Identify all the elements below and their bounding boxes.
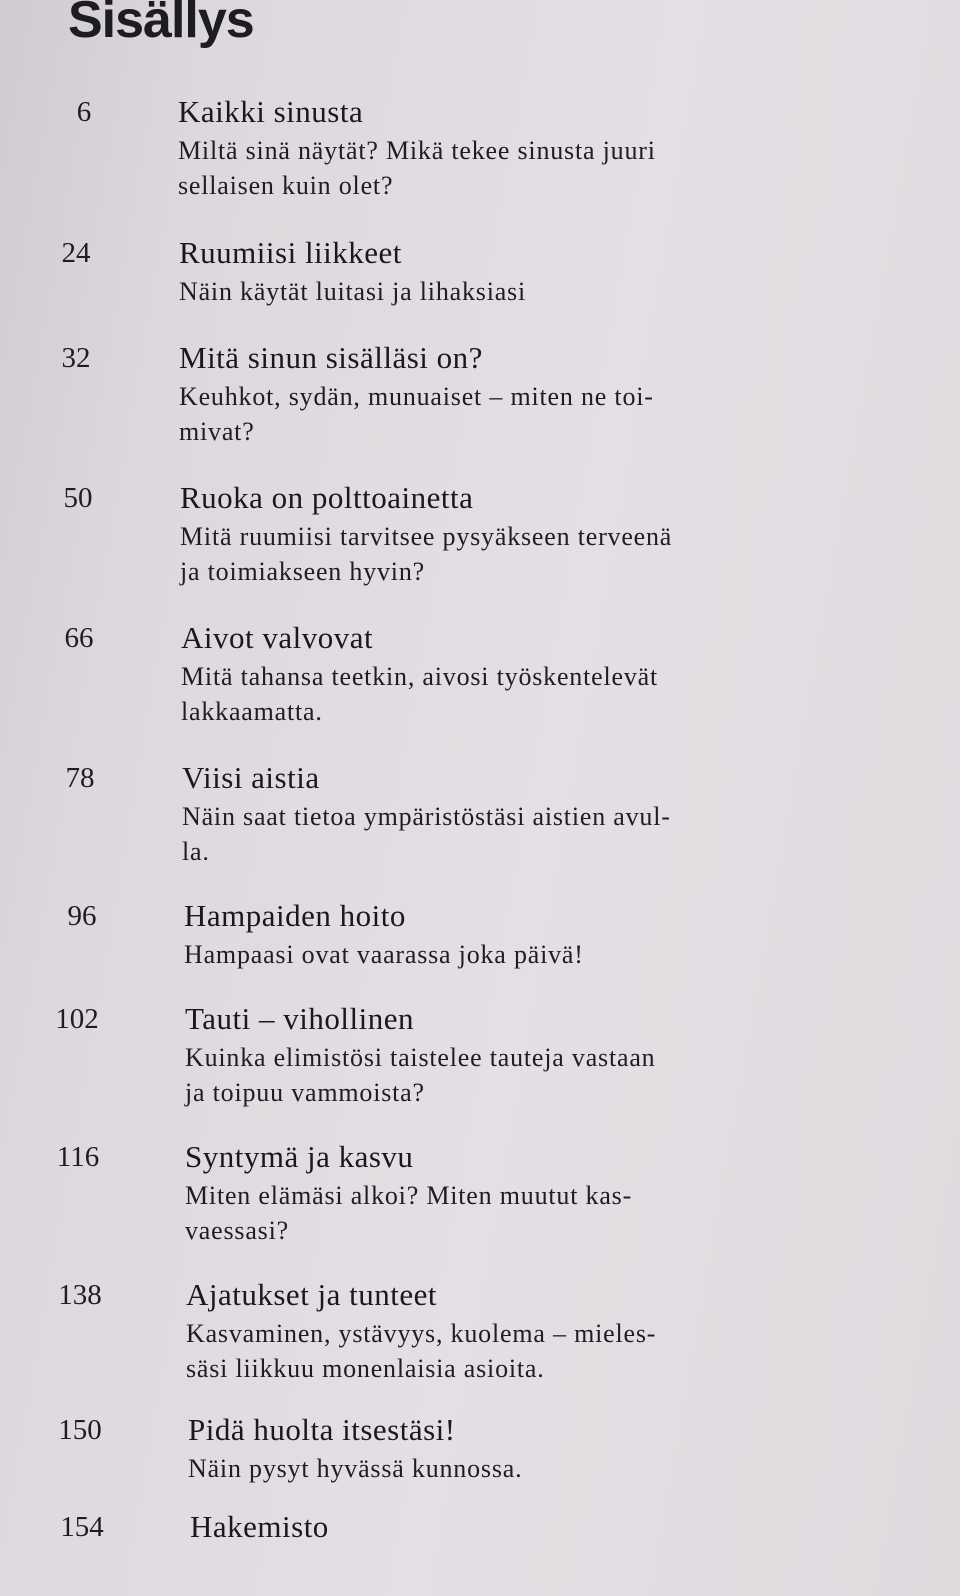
toc-chapter-title: Ajatukset ja tunteet — [186, 1277, 438, 1312]
toc-chapter-title: Tauti – vihollinen — [185, 1001, 414, 1036]
toc-chapter-description — [185, 1040, 765, 1110]
page-title: Sisällys — [68, 0, 254, 49]
toc-page-number: 50 — [63, 482, 93, 514]
toc-description-line: Näin käytät luitasi ja lihaksiasi — [179, 277, 526, 306]
toc-chapter-title: Kaikki sinusta — [178, 94, 364, 129]
toc-page-number: 24 — [61, 237, 91, 269]
toc-chapter-title: Mitä sinun sisälläsi on? — [179, 340, 483, 375]
toc-chapter-description — [178, 133, 758, 203]
toc-page-number: 66 — [64, 622, 94, 654]
toc-description-line: Mitä ruumiisi tarvitsee pysyäkseen terveenä — [180, 522, 673, 551]
toc-chapter-title: Pidä huolta itsestäsi! — [188, 1412, 456, 1447]
toc-chapter-title: Ruumiisi liikkeet — [179, 235, 402, 270]
toc-page-number: 6 — [76, 96, 92, 128]
toc-description-line: Näin saat tietoa ympäristöstäsi aistien avul- — [182, 802, 671, 831]
toc-chapter-title: Hakemisto — [190, 1509, 329, 1544]
toc-description-line: Miltä sinä näytät? Mikä tekee sinusta juuri — [178, 136, 656, 165]
toc-chapter-description — [186, 1316, 766, 1386]
toc-page-number: 78 — [65, 762, 95, 794]
toc-chapter-description — [181, 659, 761, 729]
toc-description-line: sellaisen kuin olet? — [178, 171, 394, 200]
toc-chapter-description — [179, 274, 759, 309]
toc-chapter-description — [185, 1178, 765, 1248]
toc-page-number: 96 — [67, 900, 97, 932]
toc-description-line: ja toimiakseen hyvin? — [180, 557, 425, 586]
toc-page-number: 116 — [56, 1141, 100, 1173]
toc-page-number: 154 — [60, 1511, 104, 1543]
toc-description-line: ja toipuu vammoista? — [185, 1078, 425, 1107]
toc-description-line: Keuhkot, sydän, munuaiset – miten ne toi- — [179, 382, 654, 411]
toc-chapter-description — [184, 937, 764, 972]
toc-description-line: Kasvaminen, ystävyys, kuolema – mieles- — [186, 1319, 657, 1348]
toc-chapter-description — [180, 519, 760, 589]
toc-description-line: la. — [182, 837, 210, 866]
toc-page-number: 138 — [58, 1279, 102, 1311]
toc-chapter-title: Hampaiden hoito — [184, 898, 406, 933]
toc-page-number: 32 — [61, 342, 91, 374]
toc-description-line: Kuinka elimistösi taistelee tauteja vastaan — [185, 1043, 656, 1072]
toc-description-line: vaessasi? — [185, 1216, 289, 1245]
toc-description-line: Mitä tahansa teetkin, aivosi työskentelevät — [181, 662, 658, 691]
toc-chapter-description — [188, 1451, 768, 1486]
toc-description-line: säsi liikkuu monenlaisia asioita. — [186, 1354, 545, 1383]
toc-page-number: 102 — [55, 1003, 99, 1035]
toc-description-line: mivat? — [179, 417, 255, 446]
toc-chapter-title: Aivot valvovat — [181, 620, 374, 655]
toc-chapter-description — [179, 379, 759, 449]
toc-chapter-description — [182, 799, 762, 869]
toc-description-line: Miten elämäsi alkoi? Miten muutut kas- — [185, 1181, 633, 1210]
toc-description-line: Hampaasi ovat vaarassa joka päivä! — [184, 940, 584, 969]
toc-chapter-title: Syntymä ja kasvu — [185, 1139, 414, 1174]
toc-page-number: 150 — [58, 1414, 102, 1446]
toc-chapter-title: Ruoka on polttoainetta — [180, 480, 474, 515]
toc-description-line: lakkaamatta. — [181, 697, 323, 726]
toc-chapter-title: Viisi aistia — [182, 760, 320, 795]
toc-description-line: Näin pysyt hyvässä kunnossa. — [188, 1454, 523, 1483]
